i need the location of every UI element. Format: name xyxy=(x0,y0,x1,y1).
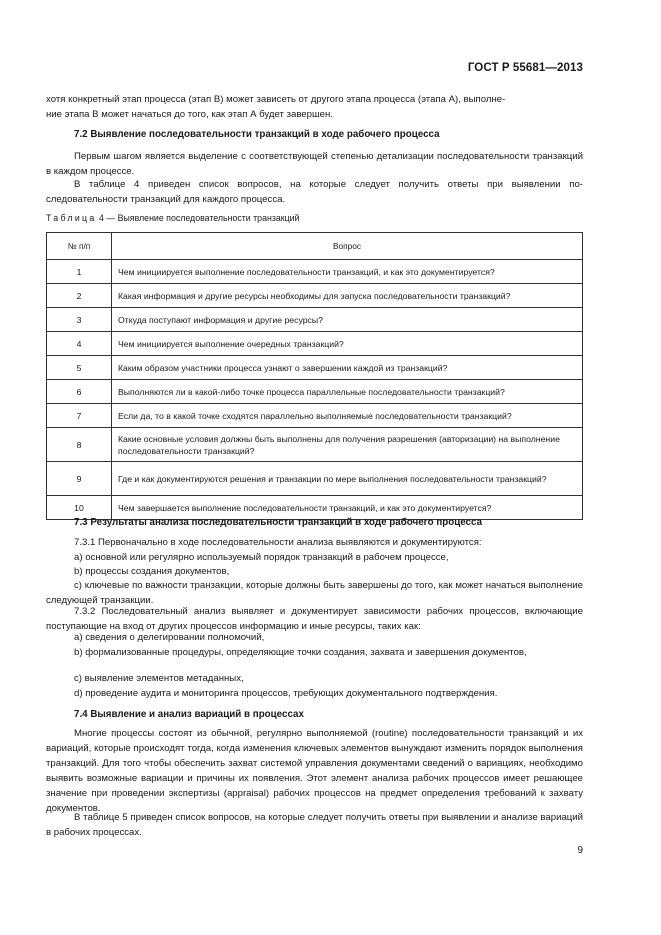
row-question: Какие основные условия должны быть выполнены для получения разрешения (авторизации) на выполнение последовательности транзакций? xyxy=(112,428,583,462)
list-item-b: b) процессы создания документов, xyxy=(74,566,230,577)
section-7-3-1-text: 7.3.1 Первоначально в ходе последовательности анализа выявляются и документируются: xyxy=(74,537,482,548)
row-question: Чем завершается выполнение последовательности транзакций, и как это документируется? xyxy=(112,496,583,520)
section-7-4-paragraph-1: Многие процессы состоят из обычной, регулярно выполняемой (routine) последовательности транзакций и их вариаций, которые происходят тогда, когда изменения ключевых элементов вынуждают изменить порядок выполнения транзакций. Для того чтобы обеспечить захват системой управления документами сведений о вариациях, необходимо выявить возможные вариации и причины их появления. Этот элемент анализа рабочих процессов имеет решающее значение при проведении экспертизы (appraisal) рабочих процессов на предмет определения требований к захвату документов. xyxy=(46,728,583,814)
row-question: Где и как документируются решения и транзакции по мере выполнения последовательности транзакций? xyxy=(112,462,583,496)
intro-line-1: хотя конкретный этап процесса (этап В) может зависеть от другого этапа процесса (этапа А), выполне- xyxy=(46,94,506,105)
row-number: 5 xyxy=(47,356,112,380)
list-item-c: c) ключевые по важности транзакции, которые должны быть завершены до того, как может начаться выполнение следующей транзакции. xyxy=(46,580,583,606)
section-7-4-heading: 7.4 Выявление и анализ вариаций в процессах xyxy=(74,709,304,720)
section-7-2-paragraph-1: Первым шагом является выделение с соответствующей степенью детализации последовательности транзакций в каждом процессе. xyxy=(46,151,583,177)
table-row xyxy=(47,496,583,520)
row-number: 10 xyxy=(47,496,112,520)
section-7-2-paragraph-2: В таблице 4 приведен список вопросов, на которые следует получить ответы при выявлении последовательности транзакций для каждого процесса. xyxy=(46,179,583,205)
row-question: Если да, то в какой точке сходятся параллельно выполняемые последовательности транзакций? xyxy=(112,404,583,428)
list-item-a2: а) сведения о делегировании полномочий, xyxy=(74,632,265,643)
row-question: Чем инициируется выполнение очередных транзакций? xyxy=(112,332,583,356)
table-caption-label: Таблица xyxy=(46,213,97,223)
row-number: 3 xyxy=(47,308,112,332)
list-item-a: а) основной или регулярно используемый порядок транзакций в рабочем процессе, xyxy=(74,552,449,563)
table-row xyxy=(47,428,583,462)
row-question: Выполняются ли в какой-либо точке процесса параллельные последовательности транзакций? xyxy=(112,380,583,404)
section-7-4-paragraph-2: В таблице 5 приведен список вопросов, на которые следует получить ответы при выявлении и анализе вариаций в рабочих процессах. xyxy=(46,812,583,838)
page-number: 9 xyxy=(577,845,583,856)
row-number: 1 xyxy=(47,260,112,284)
row-number: 8 xyxy=(47,428,112,462)
table-row xyxy=(47,462,583,496)
table-row xyxy=(47,356,583,380)
row-question: Откуда поступают информация и другие ресурсы? xyxy=(112,308,583,332)
document-id: ГОСТ Р 55681—2013 xyxy=(467,62,583,74)
list-item-b2: b) формализованные процедуры, определяющие точки создания, захвата и завершения документов, xyxy=(74,647,527,658)
table-row xyxy=(47,284,583,308)
column-header-question: Вопрос xyxy=(112,233,583,260)
table-row xyxy=(47,380,583,404)
row-number: 2 xyxy=(47,284,112,308)
table-row xyxy=(47,308,583,332)
table-4 xyxy=(46,232,583,520)
table-row xyxy=(47,260,583,284)
list-item-c2: c) выявление элементов метаданных, xyxy=(74,673,244,684)
row-number: 9 xyxy=(47,462,112,496)
section-7-2-heading: 7.2 Выявление последовательности транзакций в ходе рабочего процесса xyxy=(74,129,440,140)
table-row xyxy=(47,404,583,428)
intro-line-2: ние этапа В может начаться до того, как этап А будет завершен. xyxy=(46,109,333,120)
table-caption-text: 4 — Выявление последовательности транзакций xyxy=(96,213,300,223)
table-header-row xyxy=(47,233,583,260)
row-question: Каким образом участники процесса узнают о завершении каждой из транзакций? xyxy=(112,356,583,380)
column-header-number: № п/п xyxy=(47,233,112,260)
table-4-caption xyxy=(46,213,299,223)
row-number: 7 xyxy=(47,404,112,428)
table-row xyxy=(47,332,583,356)
row-number: 6 xyxy=(47,380,112,404)
section-7-3-heading: 7.3 Результаты анализа последовательности транзакций в ходе рабочего процесса xyxy=(74,517,483,528)
row-number: 4 xyxy=(47,332,112,356)
row-question: Какая информация и другие ресурсы необходимы для запуска последовательности транзакций? xyxy=(112,284,583,308)
section-7-3-2-text: 7.3.2 Последовательный анализ выявляет и документирует зависимости рабочих процессов, включающие поступающие на вход от других процессов информацию и иные ресурсы, таких как: xyxy=(46,606,583,632)
list-item-d2: d) проведение аудита и мониторинга процессов, требующих документального подтверждения. xyxy=(74,688,498,699)
row-question: Чем инициируется выполнение последовательности транзакций, и как это документируется? xyxy=(112,260,583,284)
